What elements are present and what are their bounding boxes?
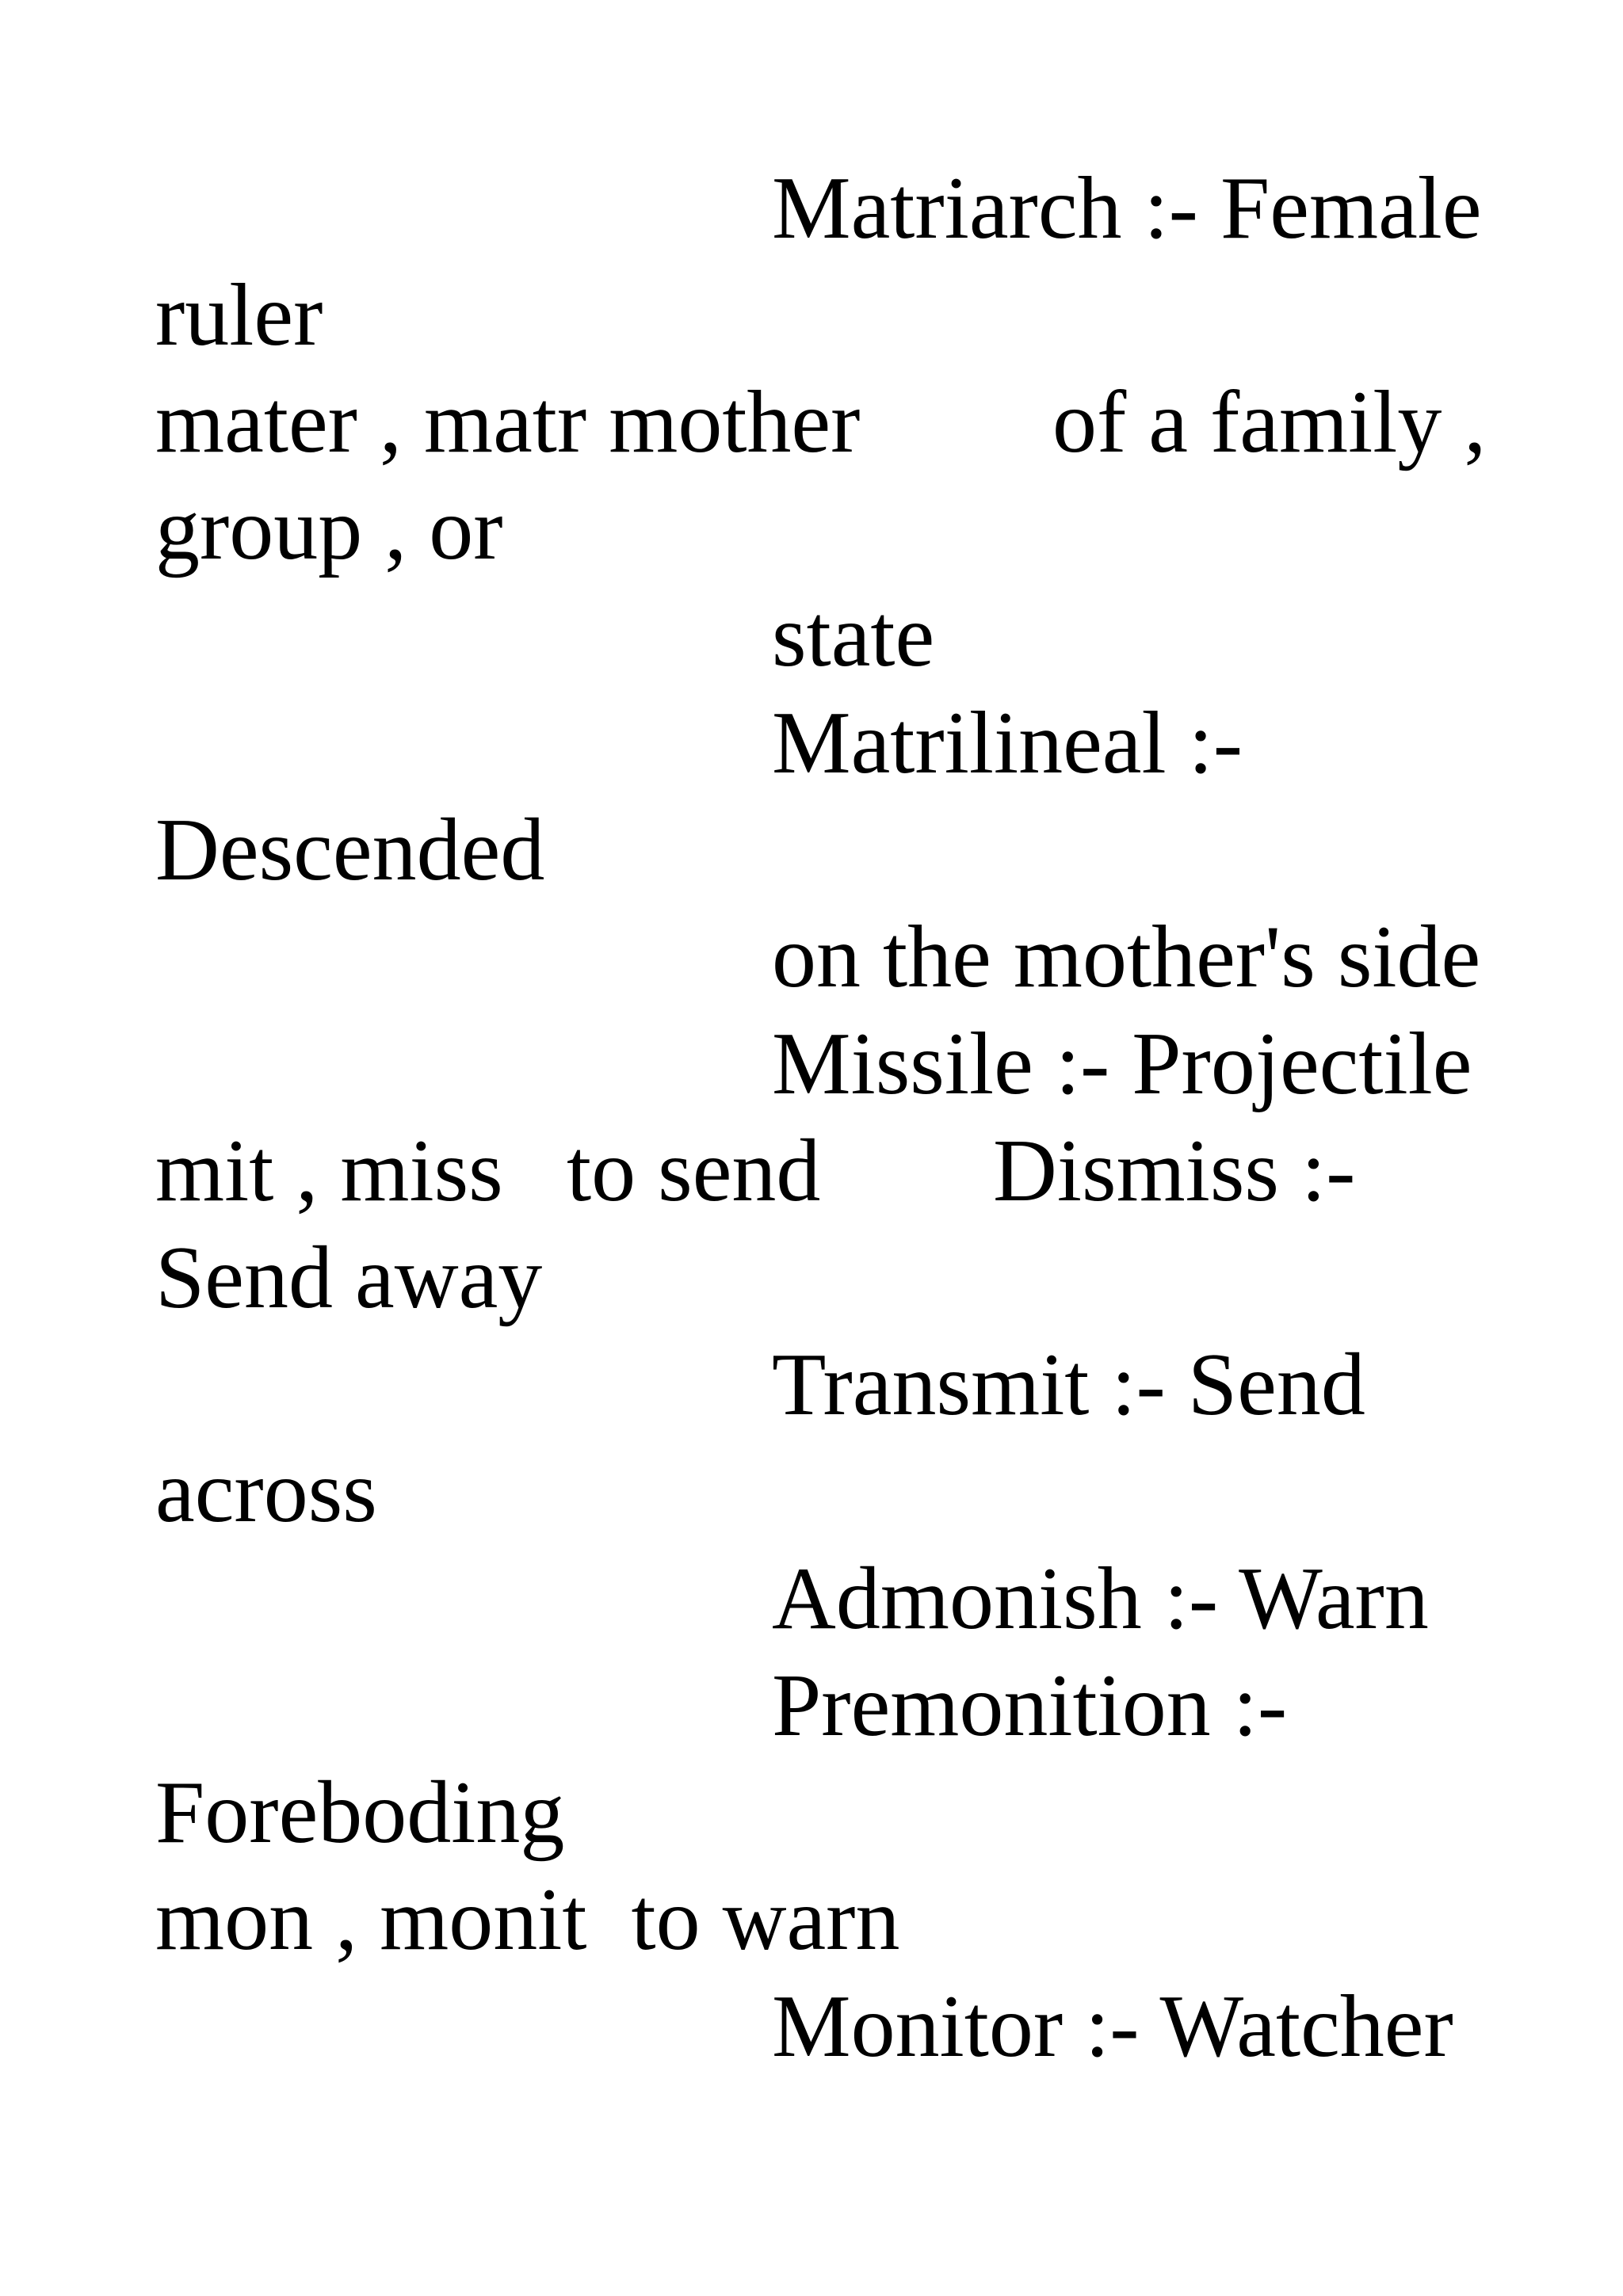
root-mater-meaning-end: state bbox=[772, 587, 935, 685]
text-line bbox=[0, 690, 1623, 796]
text-line bbox=[0, 1118, 1623, 1224]
root-mater-meaning: of a family , bbox=[1052, 373, 1487, 471]
text-line bbox=[0, 369, 1623, 475]
root-mater-meaning-continued: group , or bbox=[155, 480, 503, 578]
text-line bbox=[0, 1439, 1623, 1545]
text-line bbox=[0, 1546, 1623, 1652]
text-line bbox=[0, 797, 1623, 903]
text-line bbox=[0, 1760, 1623, 1866]
root-mit-meaning: to send bbox=[567, 1122, 821, 1220]
entry-matrilineal: Matrilineal :- bbox=[772, 694, 1243, 792]
root-mit: mit , miss bbox=[155, 1122, 503, 1220]
entry-dismiss-definition: Send away bbox=[155, 1229, 543, 1327]
entry-transmit-continued: across bbox=[155, 1443, 377, 1541]
entry-premonition: Premonition :- bbox=[772, 1657, 1288, 1755]
text-line bbox=[0, 1225, 1623, 1331]
text-line bbox=[0, 262, 1623, 368]
entry-matriarch: Matriarch :- Female bbox=[772, 159, 1482, 257]
entry-premonition-definition: Foreboding bbox=[155, 1764, 565, 1862]
entry-missile: Missile :- Projectile bbox=[772, 1015, 1472, 1113]
text-line bbox=[0, 1011, 1623, 1117]
entry-matrilineal-definition-continued: on the mother's side bbox=[772, 908, 1481, 1006]
text-line bbox=[0, 155, 1623, 261]
text-line bbox=[0, 1974, 1623, 2080]
text-line bbox=[0, 904, 1623, 1010]
entry-admonish: Admonish :- Warn bbox=[772, 1550, 1429, 1648]
root-mater: mater , matr mother bbox=[155, 373, 861, 471]
root-mon: mon , monit to warn bbox=[155, 1871, 900, 1969]
text-line bbox=[0, 1653, 1623, 1759]
text-line bbox=[0, 1332, 1623, 1438]
entry-transmit: Transmit :- Send bbox=[772, 1336, 1365, 1434]
text-line bbox=[0, 583, 1623, 689]
text-line bbox=[0, 476, 1623, 582]
entry-matriarch-continued: ruler bbox=[155, 266, 323, 364]
entry-matrilineal-definition: Descended bbox=[155, 801, 545, 899]
entry-dismiss: Dismiss :- bbox=[993, 1122, 1356, 1220]
text-line bbox=[0, 1867, 1623, 1973]
entry-monitor: Monitor :- Watcher bbox=[772, 1978, 1453, 2076]
